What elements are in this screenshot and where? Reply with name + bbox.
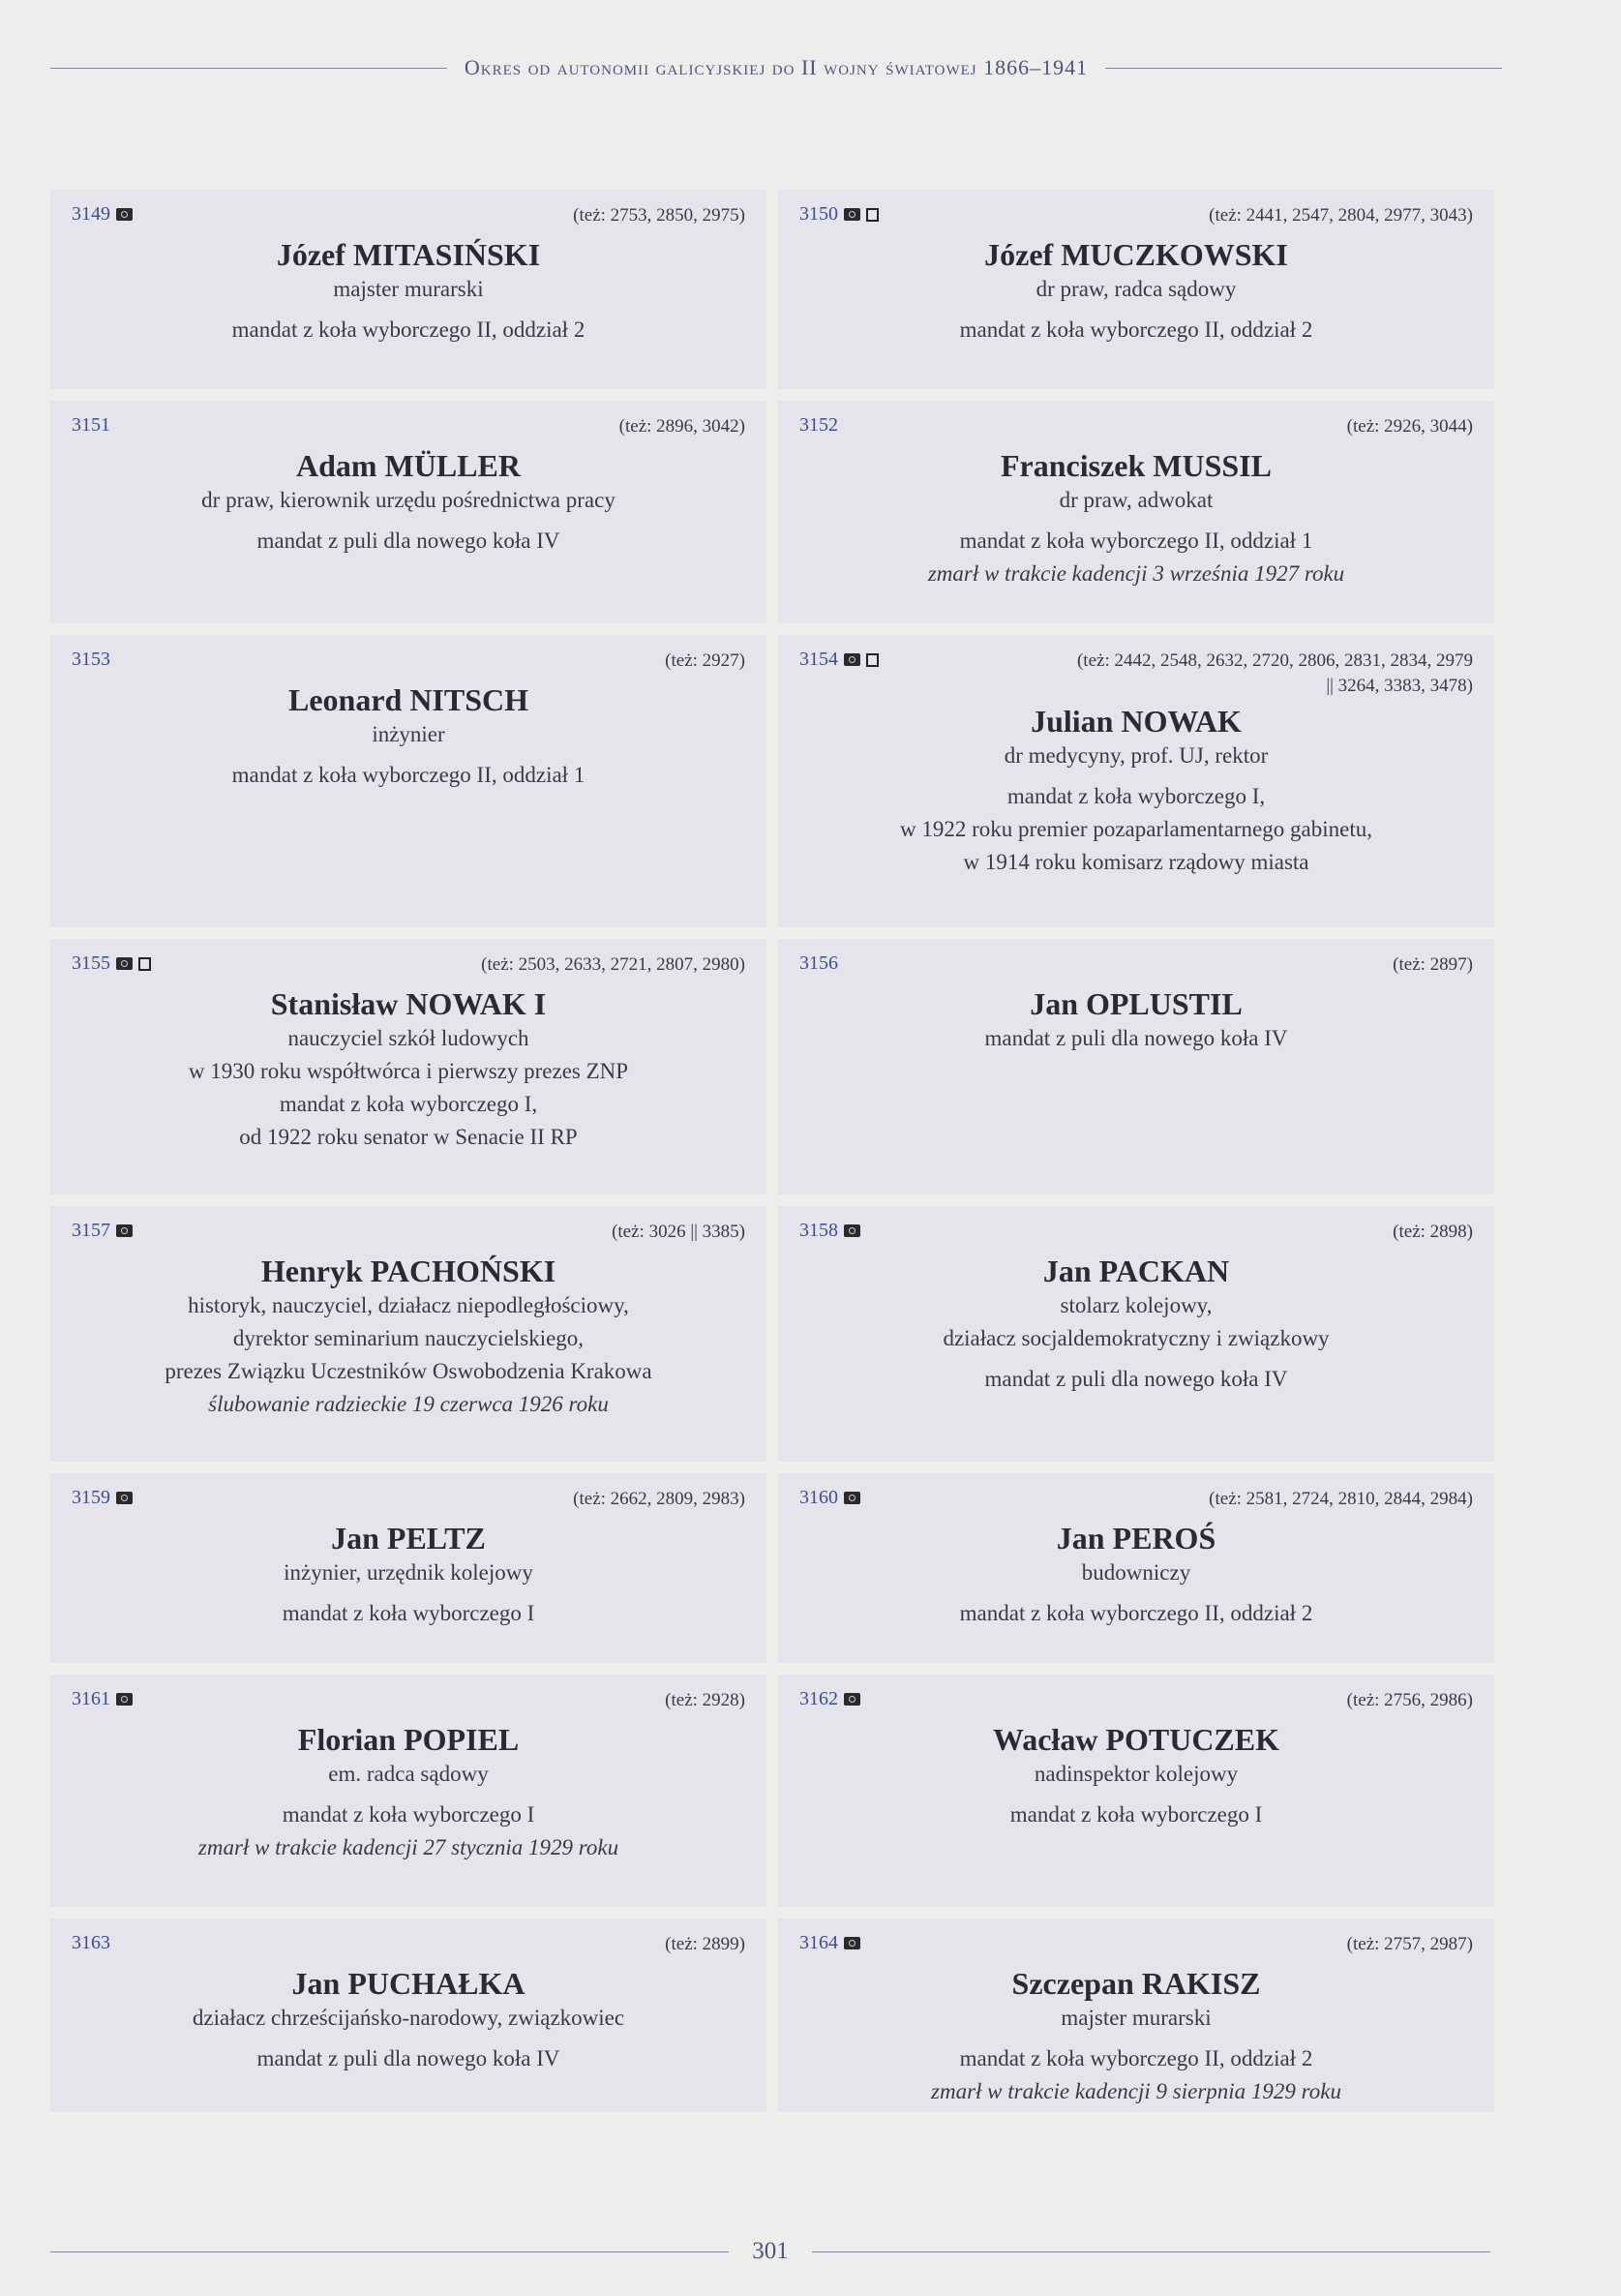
entry-description: inżynier xyxy=(372,722,445,746)
entry-description: dr praw, adwokat xyxy=(1059,488,1214,512)
cross-references: (też: 2442, 2548, 2632, 2720, 2806, 2831, 2834, 2979 || 3264, 3383, 3478) xyxy=(1076,650,1473,696)
entry-mandate-detail: od 1922 roku senator w Senacie II RP xyxy=(239,1125,578,1149)
cross-references: (też: 2898) xyxy=(1393,1222,1473,1242)
entry-mandate: mandat z koła wyborczego I xyxy=(1009,1802,1263,1827)
entry-description: dr medycyny, prof. UJ, rektor xyxy=(1004,743,1269,768)
running-header xyxy=(50,50,1502,85)
entry-note: zmarł w trakcie kadencji 27 stycznia 1929 roku xyxy=(197,1835,619,1859)
entry-name: Jan OPLUSTIL xyxy=(1030,986,1243,1021)
cross-references: (też: 2753, 2850, 2975) xyxy=(573,205,745,226)
entry-card xyxy=(778,1675,1494,1907)
entry-description: inżynier, urzędnik kolejowy xyxy=(284,1560,533,1585)
entry-name: Szczepan RAKISZ xyxy=(1011,1966,1261,2001)
entry-number: 3153 xyxy=(72,649,110,670)
entries-grid xyxy=(50,190,1490,2112)
entry-card xyxy=(778,635,1494,927)
entry-card xyxy=(778,401,1494,623)
cross-references: (też: 2441, 2547, 2804, 2977, 3043) xyxy=(1209,205,1473,226)
entry-card xyxy=(50,1473,766,1663)
entry-name: Franciszek MUSSIL xyxy=(1001,448,1272,483)
entry-number: 3158 xyxy=(799,1220,838,1241)
photo-icon xyxy=(844,1492,860,1504)
entry-description: działacz chrześcijańsko-narodowy, związkowiec xyxy=(192,2006,625,2030)
header-rule-right xyxy=(1105,68,1502,69)
entry-mandate: mandat z koła wyborczego I, xyxy=(279,1092,538,1116)
entry-mandate-detail: w 1922 roku premier pozaparlamentarnego gabinetu, xyxy=(900,817,1372,841)
entry-card xyxy=(50,401,766,623)
entry-card xyxy=(778,1206,1494,1462)
entry-note: zmarł w trakcie kadencji 3 września 1927 roku xyxy=(927,561,1345,586)
entry-description: dyrektor seminarium nauczycielskiego, xyxy=(232,1326,585,1350)
entry-mandate: mandat z koła wyborczego I xyxy=(282,1601,535,1625)
cross-references: (też: 2897) xyxy=(1393,954,1473,975)
entry-description: działacz socjaldemokratyczny i związkowy xyxy=(943,1326,1330,1350)
entry-description: nauczyciel szkół ludowych xyxy=(287,1026,529,1050)
photo-icon xyxy=(844,1937,860,1949)
entry-description: budowniczy xyxy=(1081,1560,1191,1585)
entry-mandate: mandat z koła wyborczego I xyxy=(282,1802,535,1827)
entry-name: Florian POPIEL xyxy=(297,1722,520,1757)
cross-references: (też: 2503, 2633, 2721, 2807, 2980) xyxy=(481,954,745,975)
entry-card xyxy=(50,1918,766,2112)
entry-mandate: mandat z koła wyborczego II, oddział 1 xyxy=(231,763,585,787)
entry-name: Stanisław NOWAK I xyxy=(270,986,547,1021)
entry-mandate: mandat z koła wyborczego II, oddział 2 xyxy=(959,2046,1313,2070)
square-icon xyxy=(138,957,151,971)
entry-description: stolarz kolejowy, xyxy=(1060,1293,1213,1317)
entry-number: 3163 xyxy=(72,1932,110,1953)
entry-name: Henryk PACHOŃSKI xyxy=(260,1254,556,1288)
entry-number: 3151 xyxy=(72,414,110,436)
entry-description: em. radca sądowy xyxy=(328,1762,489,1786)
entry-mandate: mandat z koła wyborczego I, xyxy=(1006,784,1266,808)
entry-card xyxy=(778,190,1494,389)
entry-name: Leonard NITSCH xyxy=(287,682,529,717)
entry-number: 3159 xyxy=(72,1487,110,1508)
entry-card xyxy=(778,939,1494,1194)
photo-icon xyxy=(844,208,860,221)
entry-number: 3157 xyxy=(72,1220,110,1241)
entry-name: Julian NOWAK xyxy=(1031,704,1242,739)
photo-icon xyxy=(116,208,133,221)
entry-number: 3161 xyxy=(72,1688,110,1709)
entry-name: Jan PEROŚ xyxy=(1056,1521,1216,1556)
cross-references: (też: 2581, 2724, 2810, 2844, 2984) xyxy=(1209,1489,1473,1509)
entry-name: Józef MUCZKOWSKI xyxy=(984,237,1288,272)
entry-mandate: mandat z puli dla nowego koła IV xyxy=(984,1367,1288,1391)
cross-references: (też: 2928) xyxy=(665,1690,745,1710)
square-icon xyxy=(866,208,879,222)
header-rule-left xyxy=(50,68,447,69)
entry-description: majster murarski xyxy=(1061,2006,1212,2030)
entry-number: 3155 xyxy=(72,952,110,974)
cross-references: (też: 2757, 2987) xyxy=(1346,1934,1473,1954)
page-number: 301 xyxy=(752,2238,789,2264)
entry-mandate: mandat z puli dla nowego koła IV xyxy=(984,1026,1288,1050)
cross-references: (też: 2927) xyxy=(665,650,745,671)
footer-rule-right xyxy=(812,2251,1490,2252)
photo-icon xyxy=(844,1693,860,1706)
running-title: Okres od autonomii galicyjskiej do II wojny światowej 1866–1941 xyxy=(464,55,1089,79)
entry-number: 3152 xyxy=(799,414,838,436)
entry-mandate-detail: w 1914 roku komisarz rządowy miasta xyxy=(963,850,1309,874)
entry-mandate: mandat z koła wyborczego II, oddział 2 xyxy=(959,1601,1313,1625)
cross-references: (też: 2756, 2986) xyxy=(1346,1690,1473,1710)
entry-mandate: mandat z puli dla nowego koła IV xyxy=(256,2046,560,2070)
square-icon xyxy=(866,653,879,667)
entry-description: w 1930 roku współtwórca i pierwszy prezes ZNP xyxy=(188,1059,629,1083)
page-footer xyxy=(50,2234,1490,2269)
entry-description: dr praw, radca sądowy xyxy=(1036,277,1237,301)
photo-icon xyxy=(844,1224,860,1237)
entry-mandate: mandat z koła wyborczego II, oddział 2 xyxy=(231,317,585,342)
cross-references: (też: 2662, 2809, 2983) xyxy=(573,1489,745,1509)
entry-description: historyk, nauczyciel, działacz niepodległościowy, xyxy=(188,1293,629,1317)
photo-icon xyxy=(116,1693,133,1706)
entry-name: Jan PELTZ xyxy=(331,1521,486,1556)
entry-number: 3149 xyxy=(72,203,110,225)
entry-number: 3154 xyxy=(799,649,838,670)
entry-mandate: mandat z koła wyborczego II, oddział 2 xyxy=(959,317,1313,342)
entry-mandate: mandat z koła wyborczego II, oddział 1 xyxy=(959,529,1313,553)
entry-card xyxy=(778,1918,1494,2112)
cross-references: (też: 3026 || 3385) xyxy=(612,1222,745,1242)
entry-name: Wacław POTUCZEK xyxy=(992,1722,1279,1757)
cross-references: (też: 2899) xyxy=(665,1934,745,1954)
entry-number: 3150 xyxy=(799,203,838,225)
photo-icon xyxy=(116,1224,133,1237)
photo-icon xyxy=(844,653,860,666)
entry-name: Jan PACKAN xyxy=(1042,1254,1230,1288)
cross-references: (też: 2926, 3044) xyxy=(1346,416,1473,437)
entry-name: Jan PUCHAŁKA xyxy=(291,1966,525,2001)
cross-references: (też: 2896, 3042) xyxy=(618,416,745,437)
entry-card xyxy=(50,939,766,1194)
entry-description: dr praw, kierownik urzędu pośrednictwa pracy xyxy=(201,488,615,512)
entry-name: Józef MITASIŃSKI xyxy=(276,237,541,272)
entry-card xyxy=(50,1206,766,1462)
footer-rule-left xyxy=(50,2251,729,2252)
entry-mandate: mandat z puli dla nowego koła IV xyxy=(256,529,560,553)
photo-icon xyxy=(116,1492,133,1504)
entry-note: zmarł w trakcie kadencji 9 sierpnia 1929 roku xyxy=(931,2079,1341,2103)
entry-description: nadinspektor kolejowy xyxy=(1034,1762,1239,1786)
entry-number: 3156 xyxy=(799,952,838,974)
entry-name: Adam MÜLLER xyxy=(295,448,521,483)
entry-number: 3162 xyxy=(799,1688,838,1709)
entry-card xyxy=(50,1675,766,1907)
entry-number: 3164 xyxy=(799,1932,838,1953)
entry-note: ślubowanie radzieckie 19 czerwca 1926 roku xyxy=(208,1392,609,1416)
entry-card xyxy=(50,190,766,389)
entry-card xyxy=(778,1473,1494,1663)
entry-description: majster murarski xyxy=(333,277,484,301)
entry-number: 3160 xyxy=(799,1487,838,1508)
photo-icon xyxy=(116,957,133,970)
entry-card xyxy=(50,635,766,927)
entry-description: prezes Związku Uczestników Oswobodzenia Krakowa xyxy=(165,1359,652,1383)
